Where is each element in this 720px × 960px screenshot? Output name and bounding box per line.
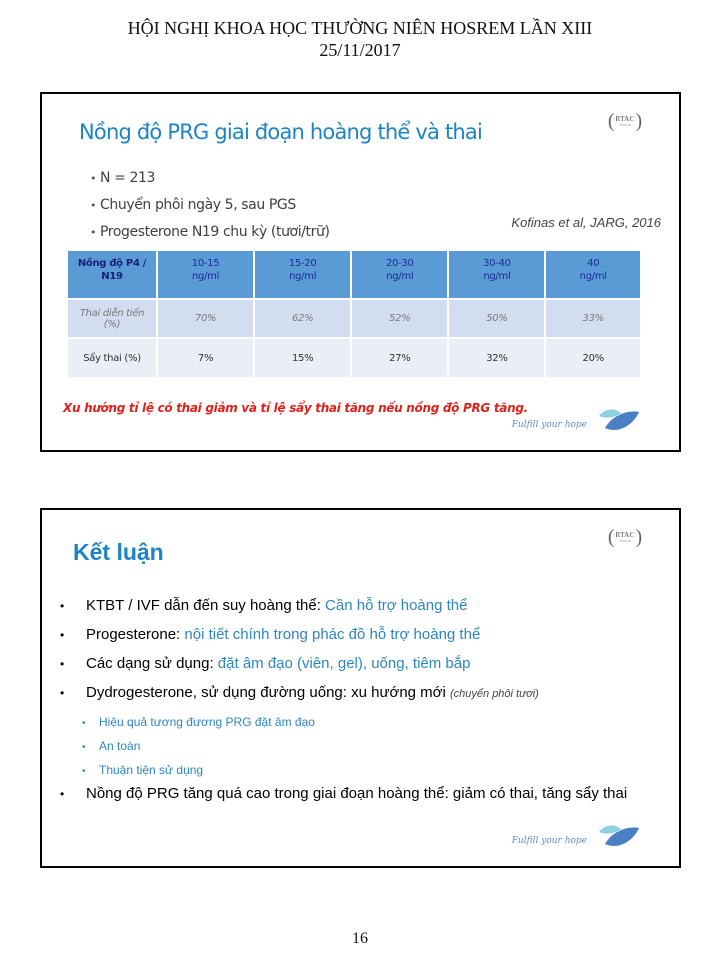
table-cell: 33%: [545, 299, 641, 338]
table-header-cell: Nồng độ P4 / N19: [67, 250, 157, 299]
bullet-icon: •: [82, 742, 86, 753]
bullet-icon: •: [90, 172, 97, 185]
table-cell: 52%: [351, 299, 448, 338]
bullet-icon: •: [82, 766, 86, 777]
rtac-logo: ( RTAC TTNCTB ): [607, 526, 643, 548]
rtac-logo-text: RTAC: [615, 531, 635, 539]
table-cell: 15%: [254, 338, 351, 378]
table-header-row: [67, 250, 641, 299]
rtac-logo: ( RTAC TTNCTB ): [607, 110, 643, 132]
bullet-item: • Dydrogesterone, sử dụng đường uống: xu hướng mới (chuyển phôi tươi): [60, 684, 539, 701]
table-header-cell: 15-20 ng/ml: [254, 250, 351, 299]
table-row: [67, 338, 641, 378]
table-row: [67, 299, 641, 338]
table-cell: 70%: [157, 299, 254, 338]
slide-conclusion: Xu hướng tỉ lệ có thai giảm và tỉ lệ sẩy thai tăng nếu nồng độ PRG tăng.: [63, 401, 528, 415]
slide-title: Kết luận: [73, 539, 164, 565]
table-header-cell: 20-30 ng/ml: [351, 250, 448, 299]
conference-title: HỘI NGHỊ KHOA HỌC THƯỜNG NIÊN HOSREM LẦN XIII: [127, 18, 593, 38]
bullet-icon: •: [60, 787, 65, 801]
brand-tagline: Fulfill your hope: [511, 420, 587, 430]
page-header: [0, 17, 720, 61]
table-cell: 62%: [254, 299, 351, 338]
bullet-icon: •: [60, 599, 65, 613]
table-cell: 7%: [157, 338, 254, 378]
table-header-cell: 10-15 ng/ml: [157, 250, 254, 299]
table-cell: 27%: [351, 338, 448, 378]
bullet-item: • N = 213: [90, 168, 330, 195]
table-header-cell: 30-40 ng/ml: [448, 250, 545, 299]
slide-conclusion-summary: [40, 508, 681, 868]
bullet-icon: •: [90, 199, 97, 212]
sub-bullet-item: • Thuận tiện sử dụng: [60, 760, 680, 784]
conference-date: 25/11/2017: [319, 40, 401, 60]
bullet-list: [90, 168, 330, 249]
bullet-list: [60, 596, 680, 813]
bullet-icon: •: [90, 226, 97, 239]
brand-footer: [512, 408, 641, 432]
bullet-item: • Progesterone: nội tiết chính trong phác đồ hỗ trợ hoàng thể: [60, 626, 481, 643]
bullet-item: • Nồng độ PRG tăng quá cao trong giai đoạn hoàng thể: giảm có thai, tăng sẩy thai: [60, 785, 628, 802]
bullet-item: • KTBT / IVF dẫn đến suy hoàng thể: Cần hỗ trợ hoàng thể: [60, 597, 468, 614]
table-cell: 32%: [448, 338, 545, 378]
table-header-cell: 40 ng/ml: [545, 250, 641, 299]
bullet-item: • Progesterone N19 chu kỳ (tươi/trữ): [90, 222, 330, 249]
brand-tagline: Fulfill your hope: [511, 836, 587, 846]
prg-table: [66, 249, 642, 379]
bullet-item: • Chuyển phôi ngày 5, sau PGS: [90, 195, 330, 222]
leaf-logo-icon: [597, 408, 641, 432]
citation: Kofinas et al, JARG, 2016: [511, 215, 661, 230]
bullet-icon: •: [82, 718, 86, 729]
sub-bullet-item: • Hiệu quả tương đương PRG đặt âm đạo: [60, 712, 680, 736]
table-cell: 20%: [545, 338, 641, 378]
bullet-icon: •: [60, 657, 65, 671]
brand-footer: [512, 824, 641, 848]
bullet-item: • Các dạng sử dụng: đặt âm đạo (viên, gel), uống, tiêm bắp: [60, 655, 471, 672]
leaf-logo-icon: [597, 824, 641, 848]
page-number: 16: [352, 930, 368, 947]
rtac-logo-text: RTAC: [615, 115, 635, 123]
bullet-icon: •: [60, 628, 65, 642]
table-cell: 50%: [448, 299, 545, 338]
slide-title: Nồng độ PRG giai đoạn hoàng thể và thai: [79, 120, 483, 144]
row-label: Sẩy thai (%): [67, 338, 157, 378]
sub-bullet-item: • An toàn: [60, 736, 680, 760]
row-label: Thai diễn tiến (%): [67, 299, 157, 338]
bullet-icon: •: [60, 686, 65, 700]
slide-prg-concentration: [40, 92, 681, 452]
